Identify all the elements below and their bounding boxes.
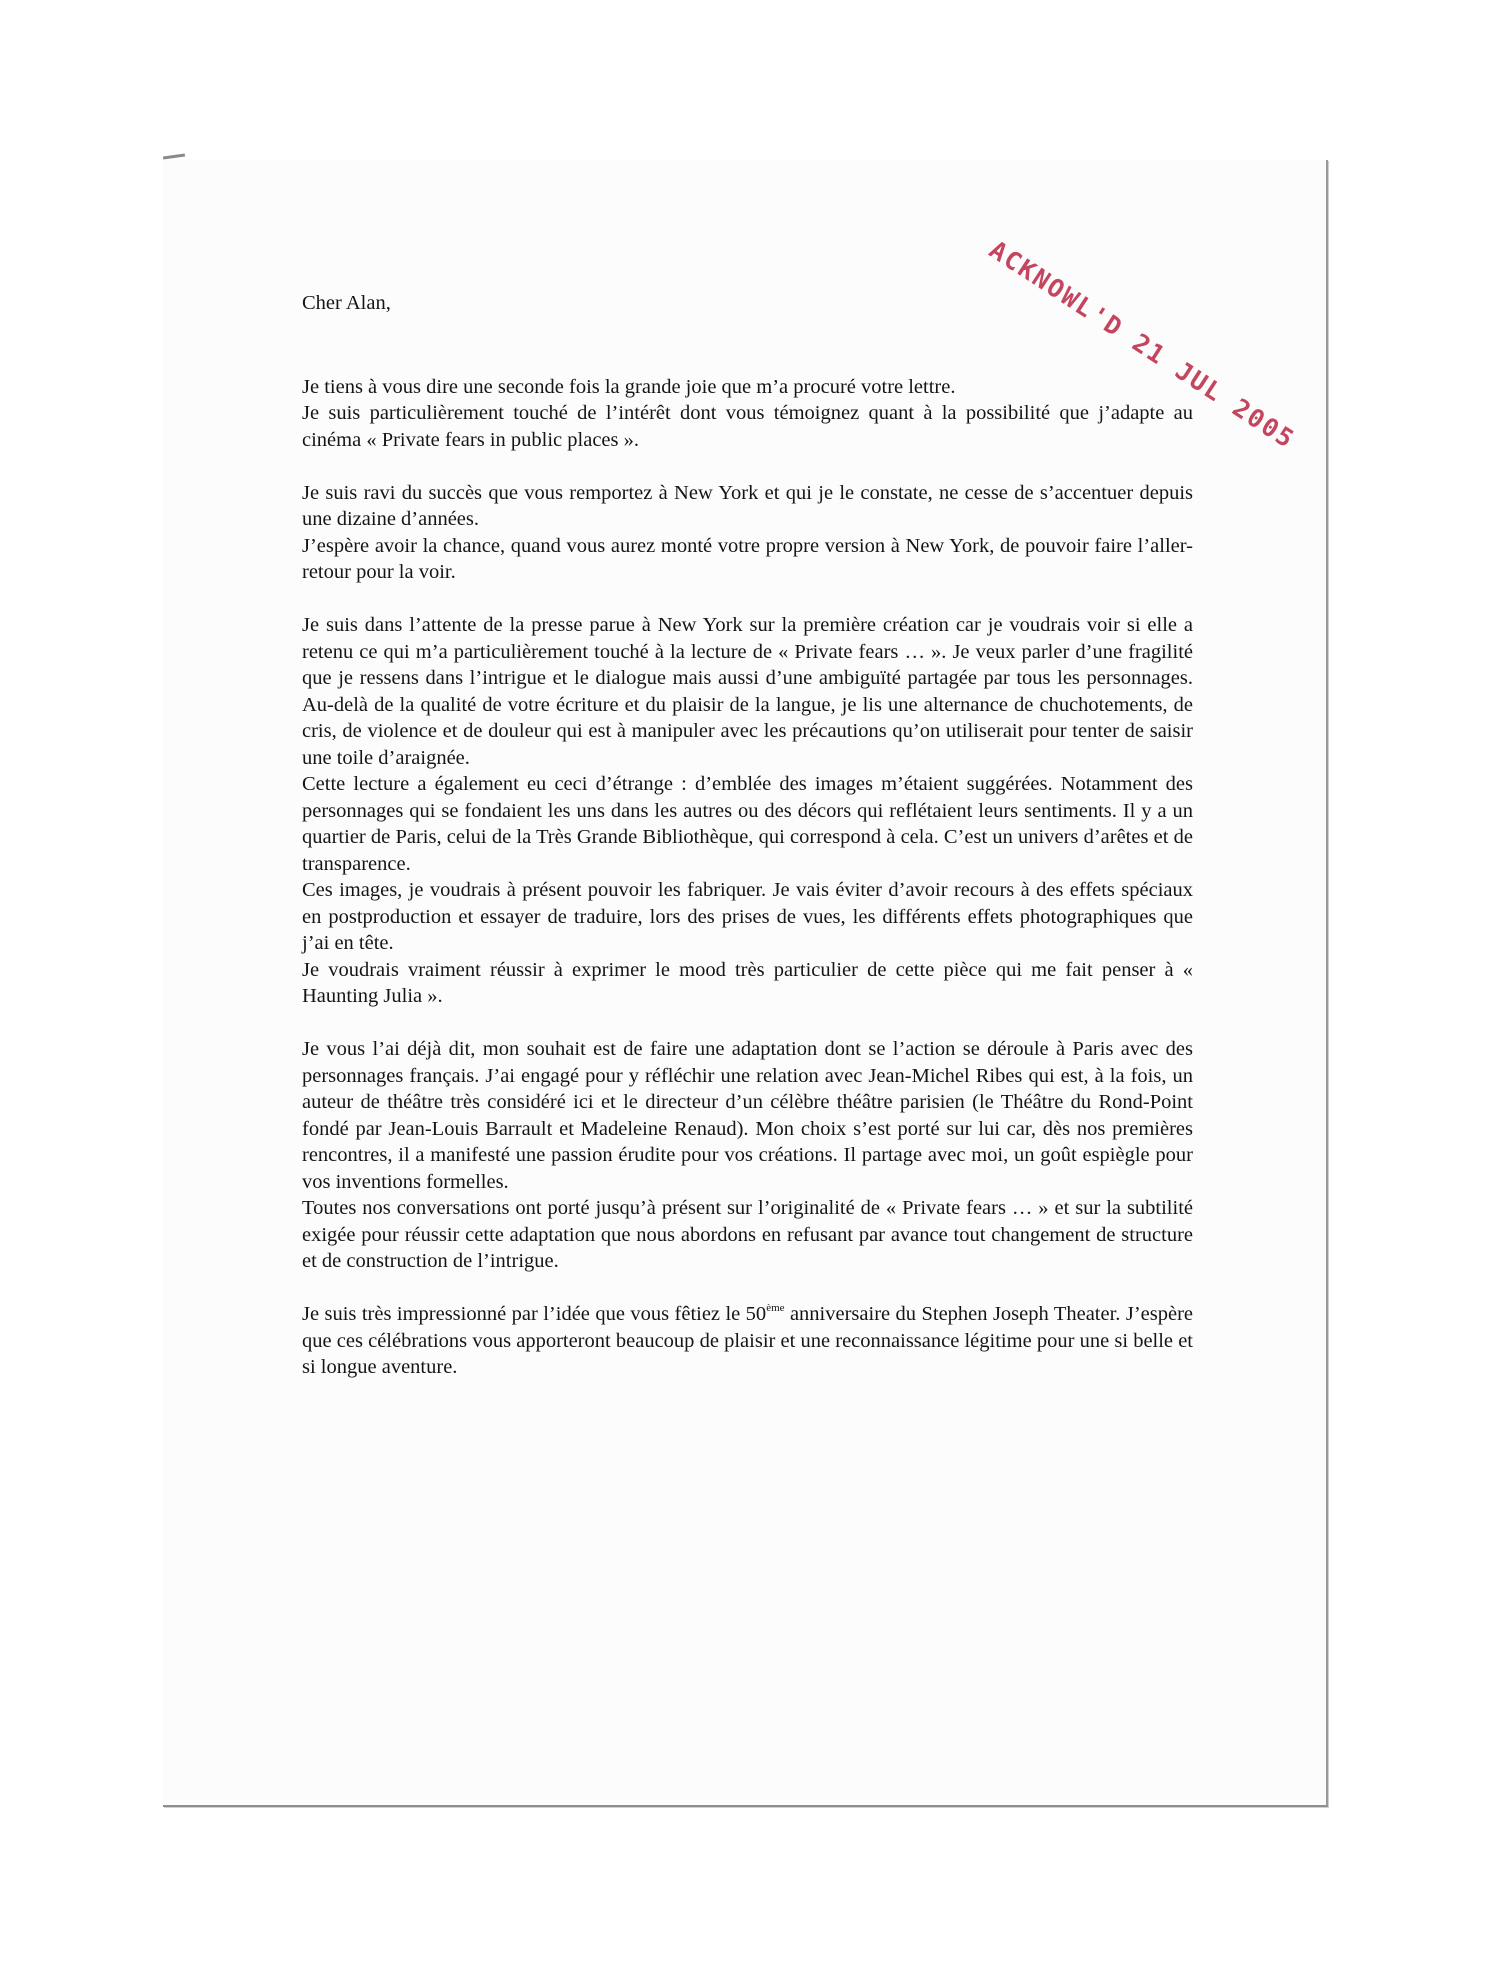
paragraph-line: J’espère avoir la chance, quand vous aurez monté votre propre version à New York, de pouvoir faire l’aller-retour pour la voir. <box>302 534 1193 583</box>
paragraph-line: Je suis particulièrement touché de l’intérêt dont vous témoignez quant à la possibilité que j’adapte au cinéma « Private fears in public places ». <box>302 402 1193 451</box>
paragraph-line: Je vous l’ai déjà dit, mon souhait est de faire une adaptation dont se l’action se déroule à Paris avec des personnages français. J’ai engagé pour y réfléchir une relation avec Jean-Michel Ribes qui est, à la fois, un auteur de théâtre très considéré ici et le directeur d’un célèbre théâtre parisien (le Théâtre du Rond-Point fondé par Jean-Louis Barrault et Madeleine Renaud). Mon choix s’est porté sur lui car, dès nos premières rencontres, il a manifesté une passion érudite pour vos créations. Il partage avec moi, un goût espiègle pour vos inventions formelles. <box>302 1038 1193 1193</box>
paragraph-line: Je suis dans l’attente de la presse parue à New York sur la première création car je voudrais voir si elle a retenu ce qui m’a particulièrement touché à la lecture de « Private fears … ». Je veux parler d’une fragilité que je ressens dans l’intrigue et le dialogue mais aussi d’une ambiguïté partagée par tous les personnages. Au-delà de la qualité de votre écriture et du plaisir de la langue, je lis une alternance de chuchotements, de cris, de violence et de douleur qui est à manipuler avec les précautions qu’on utiliserait pour tenter de saisir une toile d’araignée. <box>302 614 1193 769</box>
corner-mark <box>163 153 185 159</box>
paragraph-line: Je tiens à vous dire une seconde fois la grande joie que m’a procuré votre lettre. <box>302 375 956 398</box>
closing-paragraph <box>302 1301 1193 1381</box>
paragraph-line: Cette lecture a également eu ceci d’étrange : d’emblée des images m’étaient suggérées. Notamment des personnages qui se fondaient les uns dans les autres ou des décors qui reflétaient leurs sentiments. Il y a un quartier de Paris, celui de la Très Grande Bibliothèque, qui correspond à cela. C’est un univers d’arêtes et de transparence. <box>302 773 1193 875</box>
paragraph-3 <box>302 612 1193 1010</box>
closing-text-before: Je suis très impressionné par l’idée que vous fêtiez le 50 <box>302 1303 767 1325</box>
letter-body <box>302 290 1193 1407</box>
paragraph-line: Je voudrais vraiment réussir à exprimer le mood très particulier de cette pièce qui me fait penser à « Haunting Julia ». <box>302 958 1193 1007</box>
paragraph-line: Ces images, je voudrais à présent pouvoir les fabriquer. Je vais éviter d’avoir recours à des effets spéciaux en postproduction et essayer de traduire, lors des prises de vues, les différents effets photographiques que j’ai en tête. <box>302 879 1193 954</box>
closing-text-after: anniversaire du Stephen Joseph Theater. J’espère que ces célébrations vous apporteront beaucoup de plaisir et une reconnaissance légitime pour une si belle et si longue aventure. <box>302 1303 1193 1378</box>
paragraph-1 <box>302 374 1193 454</box>
paragraph-line: Toutes nos conversations ont porté jusqu’à présent sur l’originalité de « Private fears … » et sur la subtilité exigée pour réussir cette adaptation que nous abordons en refusant par avance tout changement de structure et de construction de l’intrigue. <box>302 1197 1193 1272</box>
paragraph-line: Je suis ravi du succès que vous remportez à New York et qui je le constate, ne cesse de s’accentuer depuis une dizaine d’années. <box>302 481 1193 530</box>
paragraph-4 <box>302 1036 1193 1275</box>
acknowledged-stamp: ACKNOWL'D 21 JUL 2005 <box>984 235 1301 455</box>
salutation: Cher Alan, <box>302 292 391 314</box>
paragraph-2 <box>302 480 1193 586</box>
ordinal-superscript: ème <box>766 1302 785 1314</box>
